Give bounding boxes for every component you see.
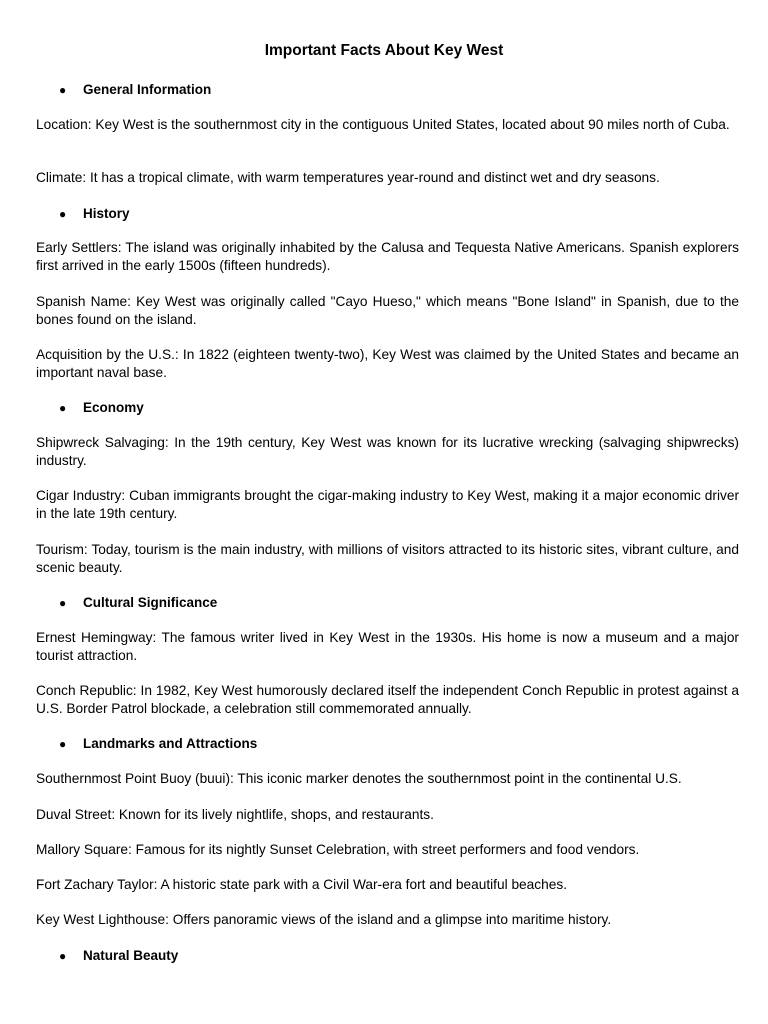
section-heading-economy (59, 399, 144, 417)
paragraph-mallory-square: Mallory Square: Famous for its nightly Sunset Celebration, with street performers and food vendors. (36, 842, 640, 857)
section-heading-label: Landmarks and Attractions (83, 736, 258, 751)
section-heading-label: Natural Beauty (83, 948, 179, 963)
paragraph-southernmost-point-buoy: Southernmost Point Buoy (buui): This iconic marker denotes the southernmost point in the continental U.S. (36, 771, 682, 786)
paragraph-cigar-industry: Cigar Industry: Cuban immigrants brought the cigar-making industry to Key West, making it a major economic driver in the late 19th century. (36, 488, 739, 521)
bullet-icon: ● (59, 83, 67, 97)
bullet-icon: ● (59, 401, 67, 415)
paragraph-early-settlers: Early Settlers: The island was originally inhabited by the Calusa and Tequesta Native Americans. Spanish explorers first arrived in the early 1500s (fifteen hundreds). (36, 240, 739, 273)
paragraph-climate: Climate: It has a tropical climate, with warm temperatures year-round and distinct wet and dry seasons. (36, 170, 660, 185)
section-heading-natural-beauty (59, 947, 178, 965)
section-heading-label: History (83, 206, 130, 221)
paragraph-location: Location: Key West is the southernmost city in the contiguous United States, located about 90 miles north of Cuba. (36, 117, 730, 132)
paragraph-key-west-lighthouse: Key West Lighthouse: Offers panoramic views of the island and a glimpse into maritime history. (36, 912, 612, 927)
paragraph-spanish-name: Spanish Name: Key West was originally called "Cayo Hueso," which means "Bone Island" in Spanish, due to the bones found on the island. (36, 294, 739, 327)
document-title: Important Facts About Key West (264, 42, 504, 59)
paragraph-acquisition: Acquisition by the U.S.: In 1822 (eighteen twenty-two), Key West was claimed by the United States and became an important naval base. (36, 347, 739, 380)
section-heading-label: Economy (83, 400, 144, 415)
section-heading-general-information (59, 81, 211, 99)
paragraph-ernest-hemingway: Ernest Hemingway: The famous writer lived in Key West in the 1930s. His home is now a museum and a major tourist attraction. (36, 630, 739, 663)
section-heading-landmarks-and-attractions (59, 735, 257, 753)
paragraph-fort-zachary-taylor: Fort Zachary Taylor: A historic state park with a Civil War-era fort and beautiful beaches. (36, 877, 567, 892)
paragraph-tourism: Tourism: Today, tourism is the main industry, with millions of visitors attracted to its historic sites, vibrant culture, and scenic beauty. (36, 542, 739, 575)
bullet-icon: ● (59, 949, 67, 963)
paragraph-duval-street: Duval Street: Known for its lively nightlife, shops, and restaurants. (36, 807, 434, 822)
paragraph-shipwreck-salvaging: Shipwreck Salvaging: In the 19th century, Key West was known for its lucrative wrecking (salvaging shipwrecks) industry. (36, 435, 739, 468)
section-heading-label: General Information (83, 82, 212, 97)
bullet-icon: ● (59, 596, 67, 610)
section-heading-history (59, 205, 130, 223)
section-heading-label: Cultural Significance (83, 595, 218, 610)
bullet-icon: ● (59, 207, 67, 221)
bullet-icon: ● (59, 737, 67, 751)
section-heading-cultural-significance (59, 594, 217, 612)
paragraph-conch-republic: Conch Republic: In 1982, Key West humorously declared itself the independent Conch Republic in protest against a U.S. Border Patrol blockade, a celebration still commemorated annually. (36, 683, 739, 716)
